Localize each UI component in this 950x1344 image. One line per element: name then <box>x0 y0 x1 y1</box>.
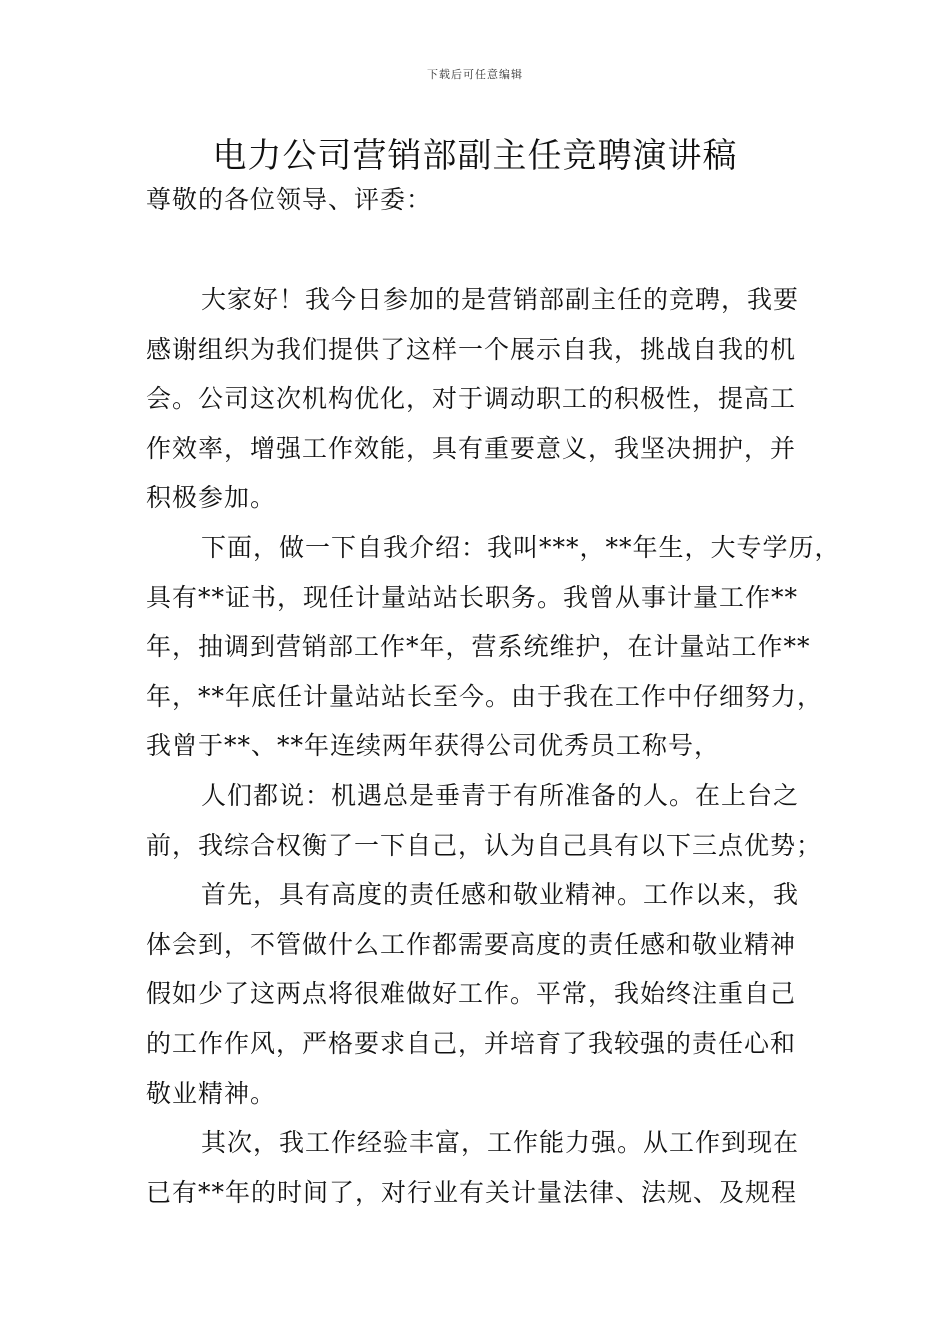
text-line: 的工作作风，严格要求自己，并培育了我较强的责任心和 <box>146 1028 797 1058</box>
document-title: 电力公司营销部副主任竞聘演讲稿 <box>212 136 738 176</box>
document-body <box>146 275 841 1217</box>
text-line: 体会到，不管做什么工作都需要高度的责任感和敬业精神 <box>146 929 797 959</box>
text-line: 假如少了这两点将很难做好工作。平常，我始终注重自己 <box>146 979 797 1009</box>
text-line: 首先，具有高度的责任感和敬业精神。工作以来，我 <box>201 880 800 910</box>
text-line: 会。公司这次机构优化，对于调动职工的积极性，提高工 <box>146 384 797 414</box>
header-note: 下载后可任意编辑 <box>427 68 523 81</box>
text-line: 人们都说：机遇总是垂青于有所准备的人。在上台之 <box>201 780 800 810</box>
text-line: 我曾于**、**年连续两年获得公司优秀员工称号， <box>146 731 721 761</box>
paragraph-first-advantage <box>146 870 811 1118</box>
paragraph-self-introduction <box>146 523 841 771</box>
text-line: 具有**证书，现任计量站站长职务。我曾从事计量工作** <box>146 582 799 612</box>
text-line: 前，我综合权衡了一下自己，认为自己具有以下三点优势； <box>146 830 823 860</box>
paragraph-second-advantage <box>146 1118 811 1217</box>
text-line: 年，抽调到营销部工作*年，营系统维护，在计量站工作** <box>146 632 811 662</box>
text-line: 积极参加。 <box>146 483 277 513</box>
greeting: 尊敬的各位领导、评委： <box>146 185 433 214</box>
text-line: 感谢组织为我们提供了这样一个展示自我，挑战自我的机 <box>146 334 797 364</box>
text-line: 敬业精神。 <box>146 1078 277 1108</box>
paragraph-introduction <box>146 275 811 523</box>
text-line: 已有**年的时间了，对行业有关计量法律、法规、及规程 <box>146 1177 798 1207</box>
text-line: 下面，做一下自我介绍：我叫***，**年生，大专学历， <box>201 532 841 562</box>
paragraph-opportunity <box>146 771 823 870</box>
text-line: 其次，我工作经验丰富，工作能力强。从工作到现在 <box>201 1128 800 1158</box>
text-line: 年，**年底任计量站站长至今。由于我在工作中仔细努力， <box>146 681 824 711</box>
text-line: 大家好！我今日参加的是营销部副主任的竞聘，我要 <box>201 285 800 314</box>
text-line: 作效率，增强工作效能，具有重要意义，我坚决拥护，并 <box>146 433 797 463</box>
